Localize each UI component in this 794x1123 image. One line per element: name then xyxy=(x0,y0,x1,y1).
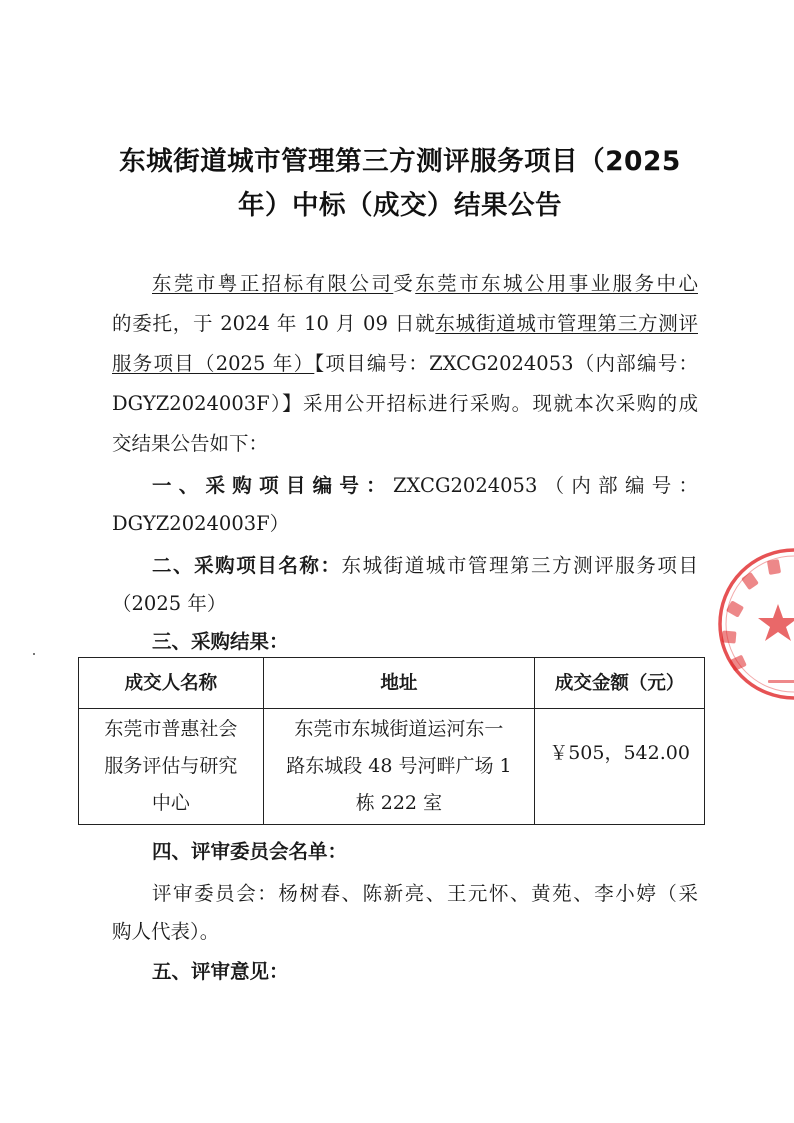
intro-line-5: 交结果公告如下： xyxy=(112,432,269,455)
scan-speck xyxy=(33,653,35,655)
intro-line-4: DGYZ2024003F）】采用公开招标进行采购。现就本次采购的成 xyxy=(112,392,698,415)
intro-line-3-suffix: 【项目编号：ZXCG2024053（内部编号： xyxy=(314,352,699,375)
project-name-part-2: 服务项目（2025 年） xyxy=(112,352,315,375)
section-1-value: ZXCG2024053（内部编号： xyxy=(392,474,698,497)
table-header-row xyxy=(79,658,705,709)
section-2-line xyxy=(152,552,698,580)
client-name: 东莞市东城公用事业服务中心 xyxy=(415,272,698,295)
seal-graphic xyxy=(712,544,794,704)
winner-name-line-2: 服务评估与研究 xyxy=(104,755,238,777)
section-1-line xyxy=(152,472,698,500)
table-header-address: 地址 xyxy=(263,658,535,709)
address-cell xyxy=(263,709,535,825)
section-1-value-cont: DGYZ2024003F） xyxy=(112,512,290,535)
table-header-winner: 成交人名称 xyxy=(79,658,264,709)
section-4-label: 四、评审委员会名单： xyxy=(152,840,348,863)
table-row xyxy=(79,709,705,825)
title-line-2: 年）中标（成交）结果公告 xyxy=(238,190,562,221)
results-table xyxy=(78,657,705,825)
address-line-2: 路东城段 48 号河畔广场 1 xyxy=(286,755,512,777)
project-name-part-1: 东城街道城市管理第三方测评 xyxy=(435,312,698,335)
intro-receive: 受 xyxy=(393,272,416,295)
intro-line-2-prefix: 的委托，于 2024 年 10 月 09 日就 xyxy=(112,312,436,335)
winner-name-line-3: 中心 xyxy=(151,792,190,814)
title-line-1: 东城街道城市管理第三方测评服务项目（2025 xyxy=(119,146,681,177)
section-5-label: 五、评审意见： xyxy=(152,960,289,983)
winning-amount: ￥505，542.00 xyxy=(549,742,690,764)
intro-line-3 xyxy=(112,350,698,378)
section-3-label: 三、采购结果： xyxy=(152,630,289,653)
section-2-value: 东城街道城市管理第三方测评服务项目 xyxy=(341,554,698,577)
table-header-amount: 成交金额（元） xyxy=(535,658,705,709)
official-seal xyxy=(712,544,794,704)
amount-cell xyxy=(535,709,705,825)
section-4-text-line-2: 购人代表）。 xyxy=(112,920,220,943)
section-1-label: 一、采购项目编号： xyxy=(152,474,393,497)
winner-name-line-1: 东莞市普惠社会 xyxy=(104,718,238,740)
address-line-1: 东莞市东城街道运河东一 xyxy=(294,718,504,740)
intro-line-1 xyxy=(152,270,698,298)
section-4-text-line-1: 评审委员会：杨树春、陈新亮、王元怀、黄苑、李小婷（采 xyxy=(152,882,698,905)
address-line-3: 栋 222 室 xyxy=(355,792,443,814)
section-2-label: 二、采购项目名称： xyxy=(152,554,342,577)
seal-star xyxy=(758,604,794,641)
agency-name: 东莞市粤正招标有限公司 xyxy=(152,272,394,295)
intro-line-2 xyxy=(112,310,698,338)
page-title xyxy=(90,140,710,228)
winner-name-cell xyxy=(79,709,264,825)
section-2-value-cont: （2025 年） xyxy=(112,592,227,615)
